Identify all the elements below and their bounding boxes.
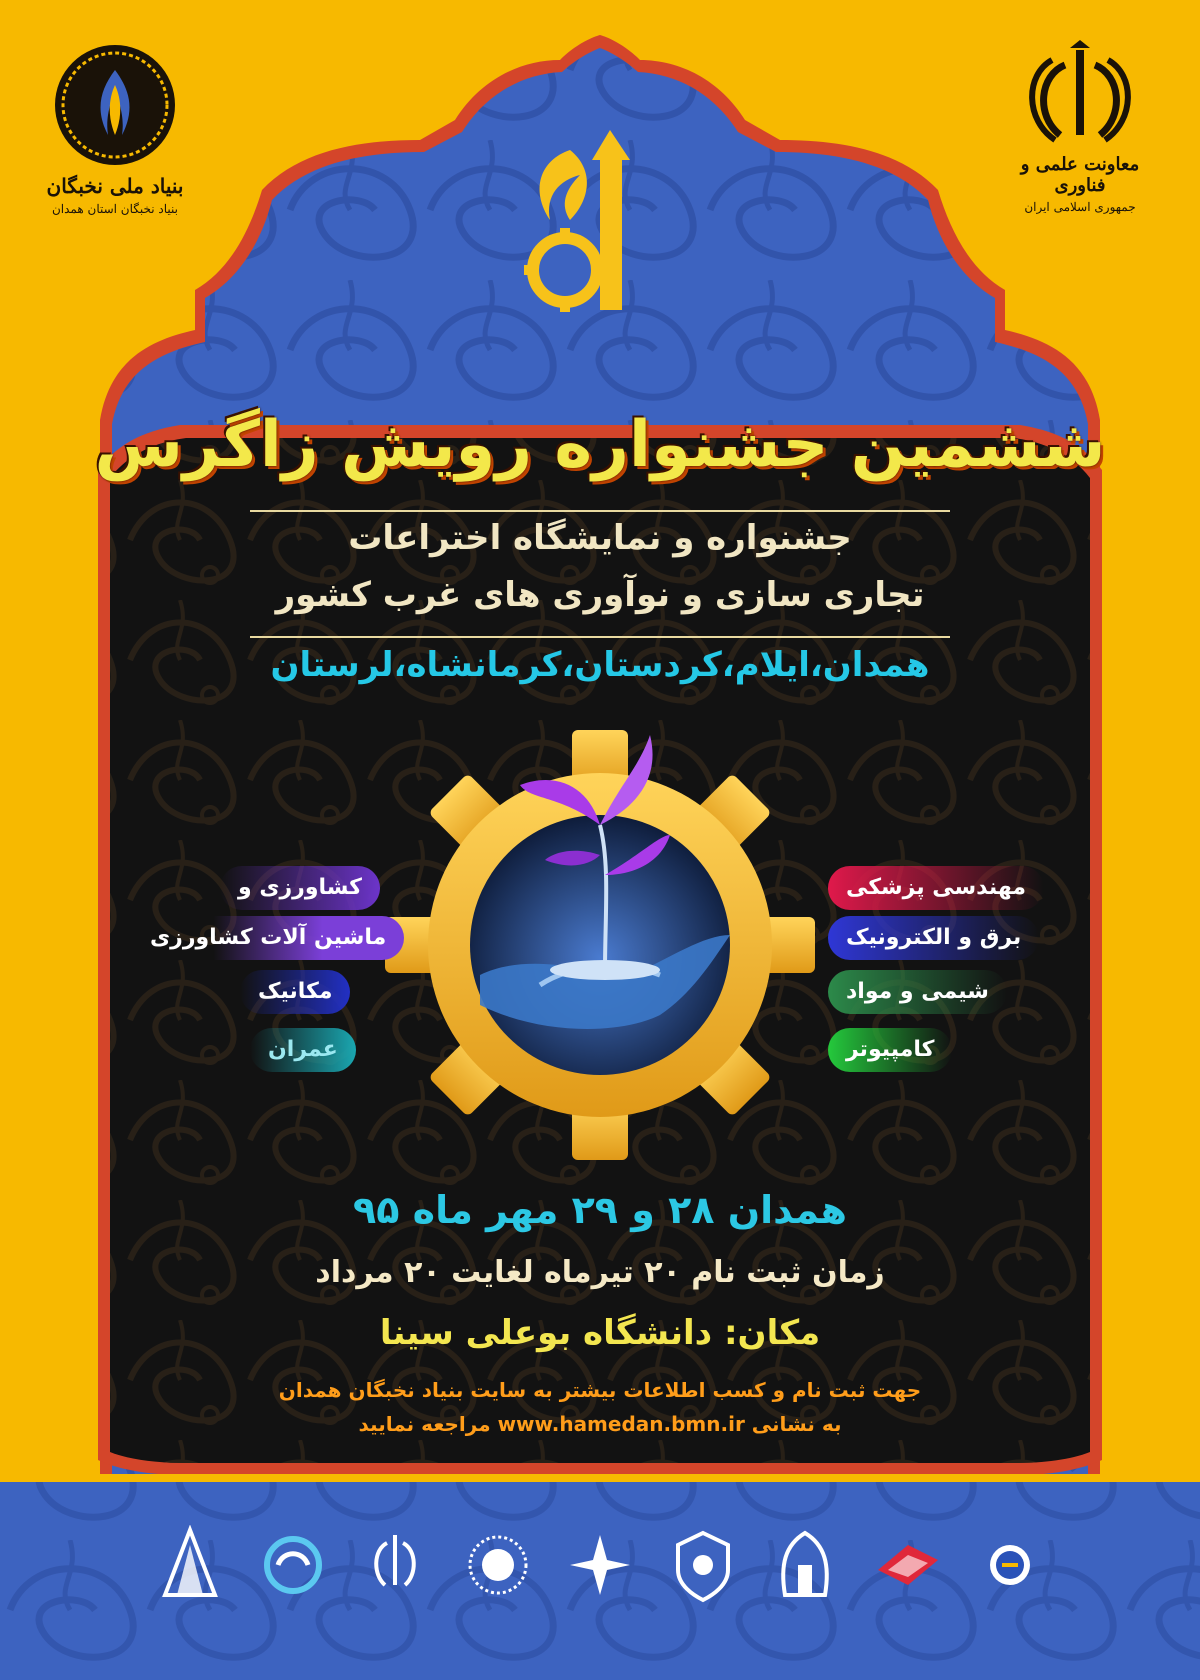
bonyad-nokhbegan-logo	[40, 40, 190, 216]
category-pill-computer	[828, 1028, 952, 1072]
partner-logo	[560, 1520, 640, 1610]
partner-logo	[458, 1520, 538, 1610]
gear-hand-sprout-icon	[385, 720, 815, 1160]
category-pill-civil	[250, 1028, 356, 1072]
category-label: برق و الکترونیک	[846, 925, 1022, 950]
category-label: کشاورزی و	[238, 875, 362, 900]
subtitle-line-2: تجاری سازی و نوآوری های غرب کشور	[275, 575, 925, 615]
partner-logo	[663, 1520, 743, 1610]
pyramid-tower-logo-icon	[155, 1525, 225, 1605]
partner-logo	[150, 1520, 230, 1610]
partner-logo	[970, 1520, 1050, 1610]
sunburst-logo-icon	[463, 1525, 533, 1605]
star-cross-logo-icon	[565, 1525, 635, 1605]
iran-emblem-icon	[1020, 40, 1140, 150]
top-divider	[250, 510, 950, 512]
subtitle-line-1: جشنواره و نمایشگاه اختراعات	[348, 518, 852, 558]
category-label: ماشین آلات کشاورزی	[150, 925, 387, 950]
bonyad-flame-emblem-icon	[50, 40, 180, 170]
registration-info-line-2: به نشانی www.hamedan.bmn.ir مراجعه نمایید	[358, 1412, 842, 1436]
event-date: همدان ۲۸ و ۲۹ مهر ماه ۹۵	[353, 1188, 847, 1232]
shield-crest-logo-icon	[668, 1525, 738, 1605]
category-pill-chemistry	[828, 970, 1007, 1014]
category-label: عمران	[268, 1037, 338, 1062]
category-label: کامپیوتر	[846, 1037, 935, 1062]
right-logo-title: معاونت علمی و فناوری	[1020, 154, 1140, 196]
event-location: مکان: دانشگاه بوعلی سینا	[379, 1313, 821, 1353]
left-logo-title: بنیاد ملی نخبگان	[46, 174, 184, 198]
category-label: شیمی و مواد	[846, 979, 989, 1004]
festival-title: ششمین جشنواره رویش زاگرس	[94, 408, 1106, 482]
category-pill-biomedical	[828, 866, 1044, 910]
partner-logo	[355, 1520, 435, 1610]
partner-logo	[765, 1520, 845, 1610]
category-pill-agriculture	[220, 866, 380, 910]
registration-info-line-1: جهت ثبت نام و کسب اطلاعات بیشتر به سایت بنیاد نخبگان همدان	[278, 1378, 922, 1402]
registration-period: زمان ثبت نام ۲۰ تیرماه لغایت ۲۰ مرداد	[315, 1255, 885, 1290]
category-label: مکانیک	[258, 979, 333, 1004]
iran-emblem-small-icon	[365, 1525, 425, 1605]
mosque-crest-logo-icon	[770, 1525, 840, 1605]
category-label: مهندسی پزشکی	[846, 875, 1027, 900]
blue-circle-logo-icon	[980, 1525, 1040, 1605]
category-pill-electrical	[828, 916, 1039, 960]
category-pill-mechanics	[240, 970, 350, 1014]
partner-logo	[253, 1520, 333, 1610]
partner-logo	[868, 1520, 948, 1610]
category-pill-agri-machinery	[132, 916, 404, 960]
right-logo-caption: جمهوری اسلامی ایران	[1024, 200, 1136, 214]
provinces-list: همدان،ایلام،کردستان،کرمانشاه،لرستان	[270, 645, 930, 685]
left-logo-caption: بنیاد نخبگان استان همدان	[51, 202, 179, 216]
partner-logos-row	[150, 1510, 1050, 1620]
red-ribbon-logo-icon	[868, 1525, 948, 1605]
swirl-logo-icon	[258, 1525, 328, 1605]
vice-presidency-logo	[1000, 40, 1160, 214]
bottom-divider	[250, 636, 950, 638]
festival-tower-gear-icon	[510, 120, 670, 320]
